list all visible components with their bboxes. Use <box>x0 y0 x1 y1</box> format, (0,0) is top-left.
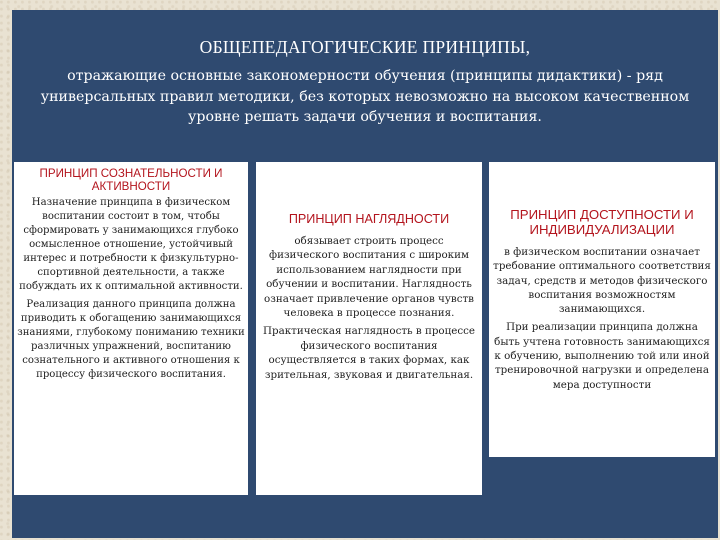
slide-subtitle: отражающие основные закономерности обучения (принципы дидактики) - ряд универсальных правил методики, без которых невозможно на высоком качественном уровне решать задачи обучения и воспитания. <box>40 68 690 125</box>
principle-paragraph: Реализация данного принципа должна приводить к обогащению занимающихся знаниями, глубокому пониманию техники различных упражнений, воспитанию сознательного и активного отношения к процессу физического воспитания. <box>17 299 245 380</box>
slide-header <box>12 10 718 160</box>
principle-paragraph: Практическая наглядность в процессе физического воспитания осуществляется в таких формах, как зрительная, звуковая и двигательная. <box>263 325 475 381</box>
principle-heading: ПРИНЦИП НАГЛЯДНОСТИ <box>288 212 450 226</box>
principle-card-accessibility <box>489 162 715 457</box>
principle-card-consciousness <box>14 162 248 495</box>
principle-card-visibility <box>256 162 482 495</box>
principle-paragraph: Назначение принципа в физическом воспитании состоит в том, чтобы сформировать у занимающихся глубоко осмысленное отношение, устойчивый интерес и потребности к физкультурно-спортивной деятельности, а также побуждать их к оптимальной активности. <box>19 197 243 292</box>
principle-paragraph: обязывает строить процесс физического воспитания с широким использованием наглядности при обучении и воспитании. Наглядность означает привлечение органов чувств человека в процессе познания. <box>264 235 474 320</box>
principle-heading: ПРИНЦИП ДОСТУПНОСТИ И ИНДИВИДУАЛИЗАЦИИ <box>510 207 694 237</box>
slide-title: ОБЩЕПЕДАГОГИЧЕСКИЕ ПРИНЦИПЫ, <box>199 37 531 57</box>
principle-heading: ПРИНЦИП СОЗНАТЕЛЬНОСТИ И АКТИВНОСТИ <box>39 167 223 193</box>
principle-paragraph: При реализации принципа должна быть учтена готовность занимающихся к обучению, выполнению той или иной тренировочной нагрузки и определена мера доступности <box>494 321 710 391</box>
principle-paragraph: в физическом воспитании означает требование оптимального соответствия задач, средств и методов физического воспитания возможностям занимающихся. <box>493 246 711 316</box>
